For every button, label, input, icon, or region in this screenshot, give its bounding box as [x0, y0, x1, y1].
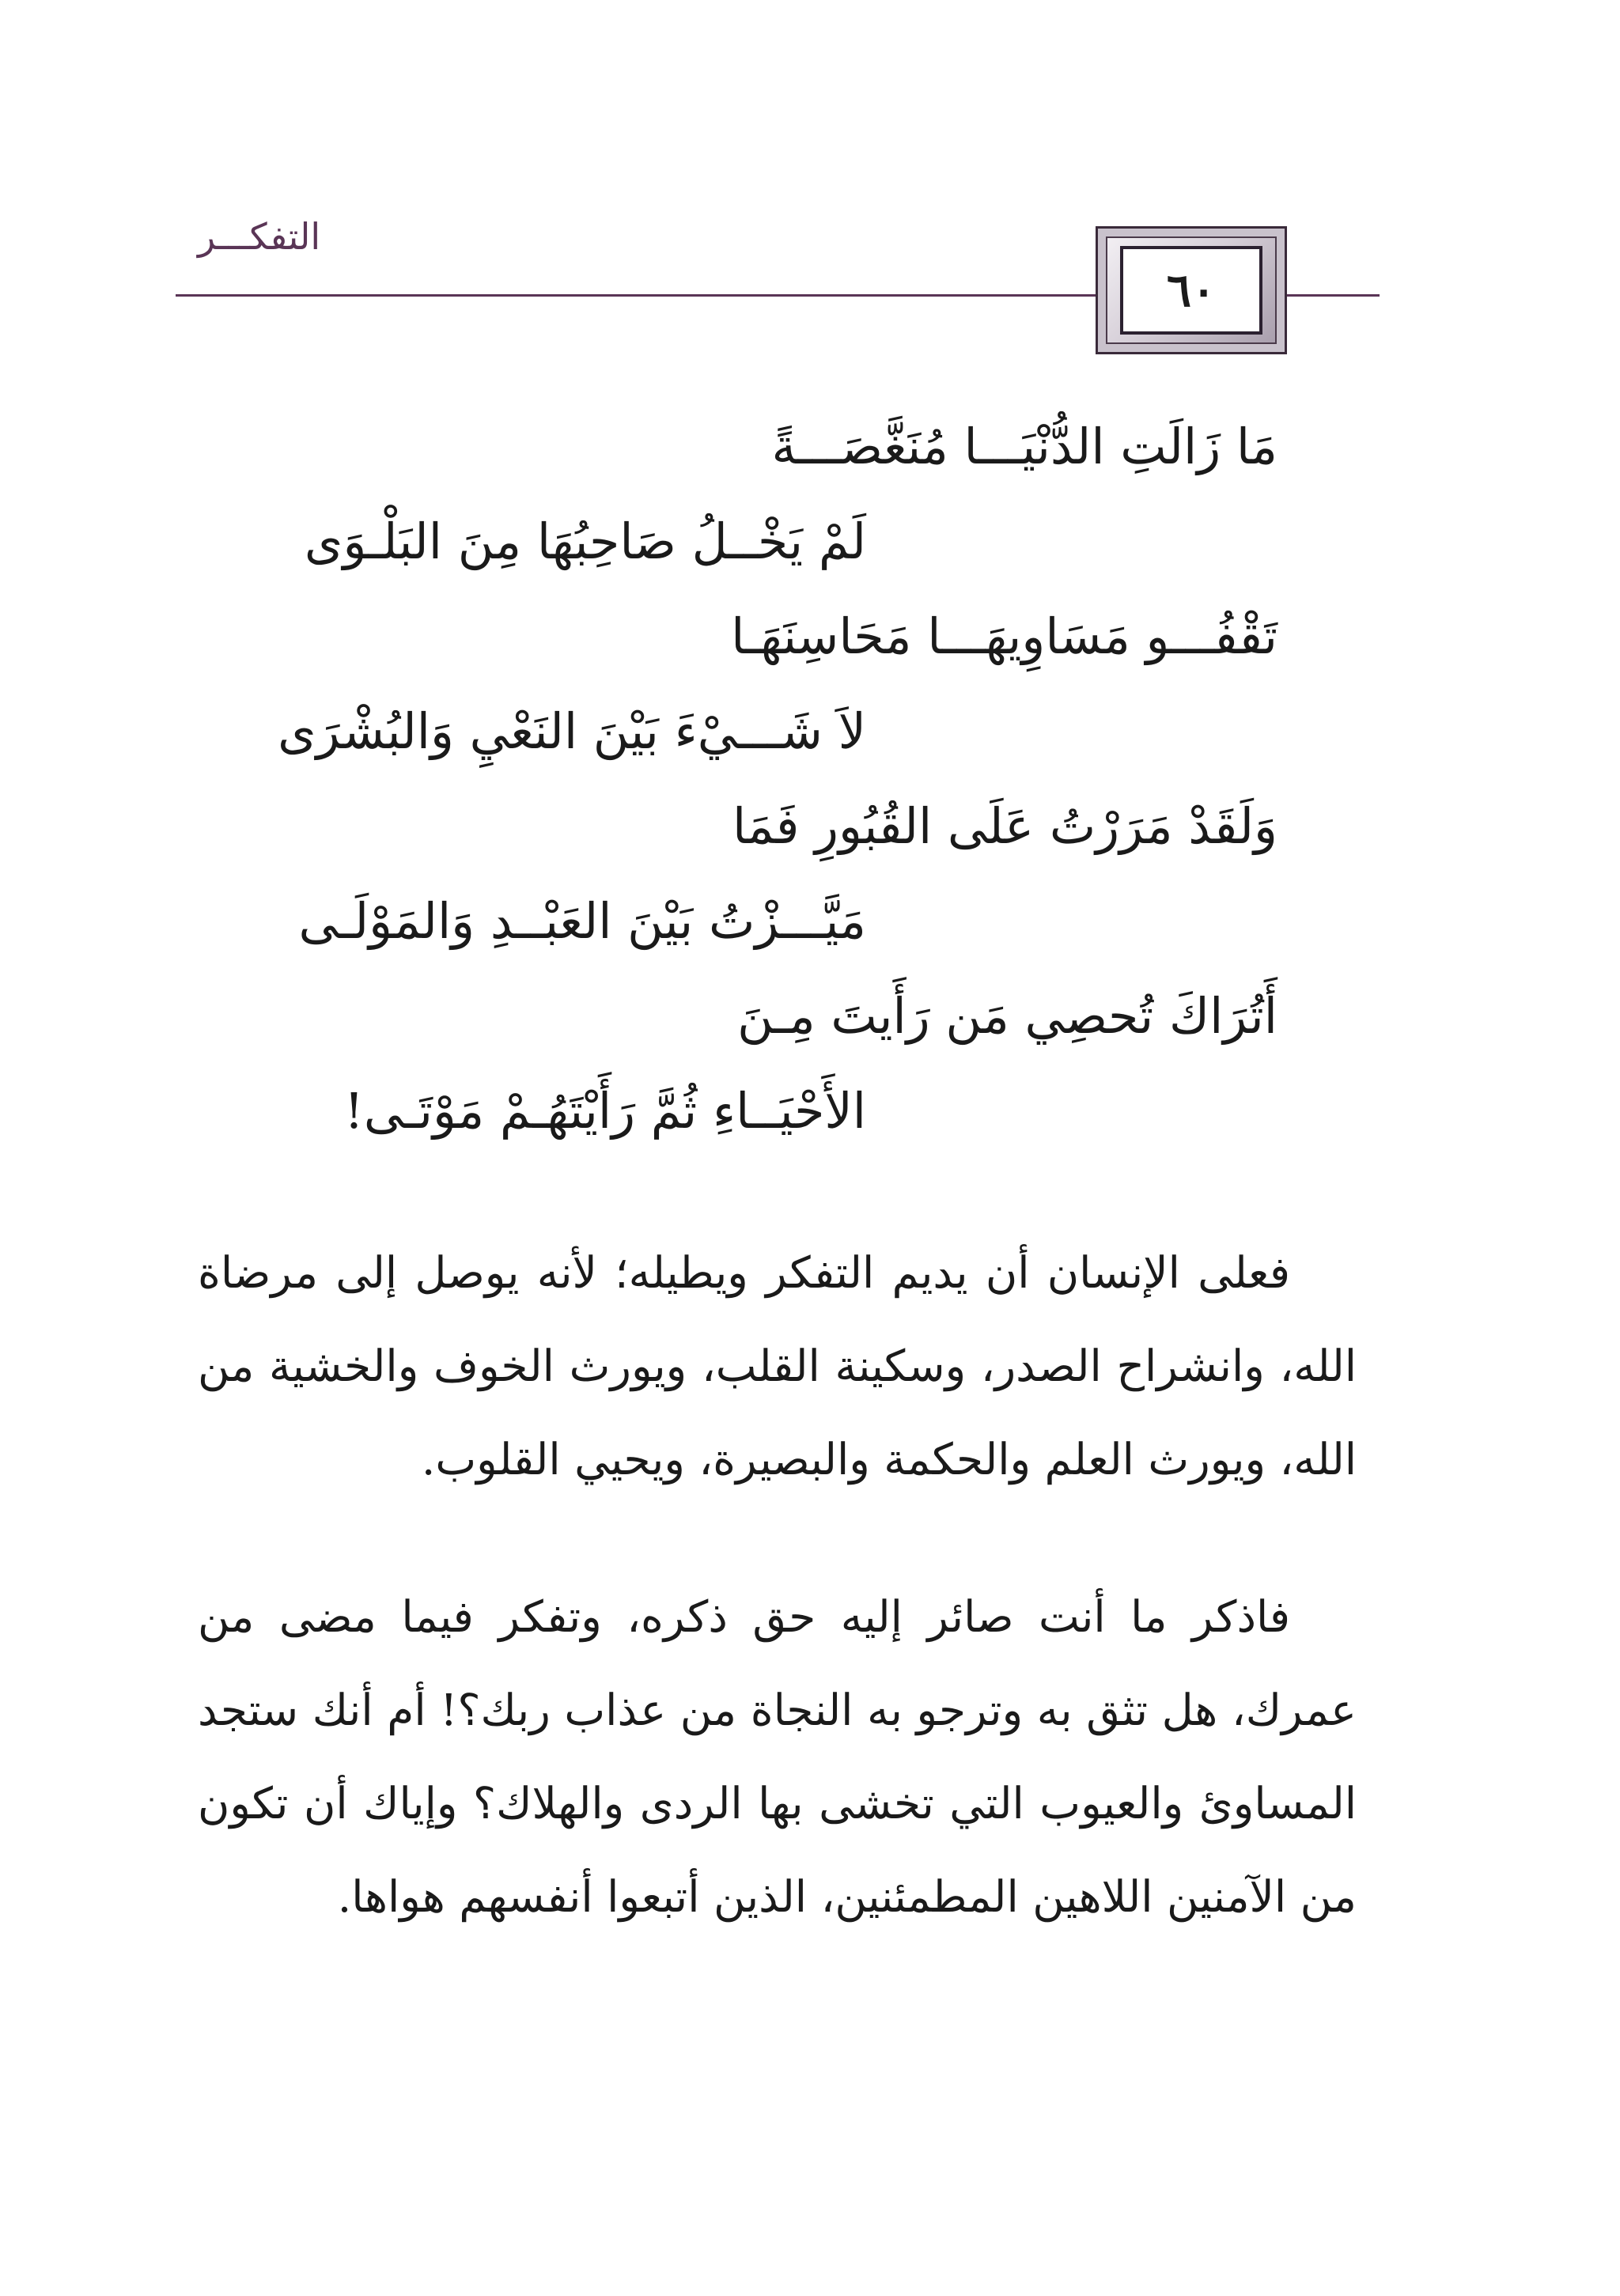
- paragraph-2: فاذكر ما أنت صائر إليه حق ذكره، وتفكر فيما مضى من عمرك، هل تثق به وترجو به النجاة من عذاب ربك؟! أم أنك ستجد المساوئ والعيوب التي تخشى بها الردى والهلاك؟ وإياك أن تكون من الآمنين اللاهين المطمئنين، الذين أتبعوا أنفسهم هواها.: [198, 1591, 1357, 1922]
- page-number: ٦٠: [1120, 246, 1262, 335]
- paragraph-1: فعلى الإنسان أن يديم التفكر ويطيله؛ لأنه يوصل إلى مرضاة الله، وانشراح الصدر، وسكينة القلب، ويورث الخوف والخشية من الله، ويورث العلم والحكمة والبصيرة، ويحيي القلوب.: [198, 1247, 1357, 1485]
- verse-1-second-hemistich: لَمْ يَخْــلُ صَاحِبُهَا مِنَ البَلْـوَى: [304, 513, 866, 570]
- verse-2-second-hemistich: لاَ شَـــيْءَ بَيْنَ النَعْيِ وَالبُشْرَى: [278, 702, 866, 760]
- verse-3-first-hemistich: وَلَقَدْ مَرَرْتُ عَلَى القُبُورِ فَمَا: [732, 797, 1277, 855]
- verse-4-first-hemistich: أَتُرَاكَ تُحصِي مَن رَأَيتَ مِـنَ: [737, 987, 1277, 1045]
- header-title: التفكـــر: [198, 215, 321, 258]
- verse-2-first-hemistich: تَقْفُـــو مَسَاوِيهَـــا مَحَاسِنَهَـا: [731, 607, 1277, 665]
- verse-3-second-hemistich: مَيَّـــزْتُ بَيْنَ العَبْــدِ وَالمَوْلَـى: [298, 892, 866, 950]
- page-number-badge: [1096, 226, 1287, 354]
- verse-1-first-hemistich: مَا زَالَتِ الدُّنْيَـــا مُنَغَّصَـــةً: [771, 418, 1277, 475]
- verse-4-second-hemistich: الأَحْيَــاءِ ثُمَّ رَأَيْتَهُـمْ مَوْتَـى!: [343, 1082, 866, 1140]
- poem: [278, 399, 1277, 1159]
